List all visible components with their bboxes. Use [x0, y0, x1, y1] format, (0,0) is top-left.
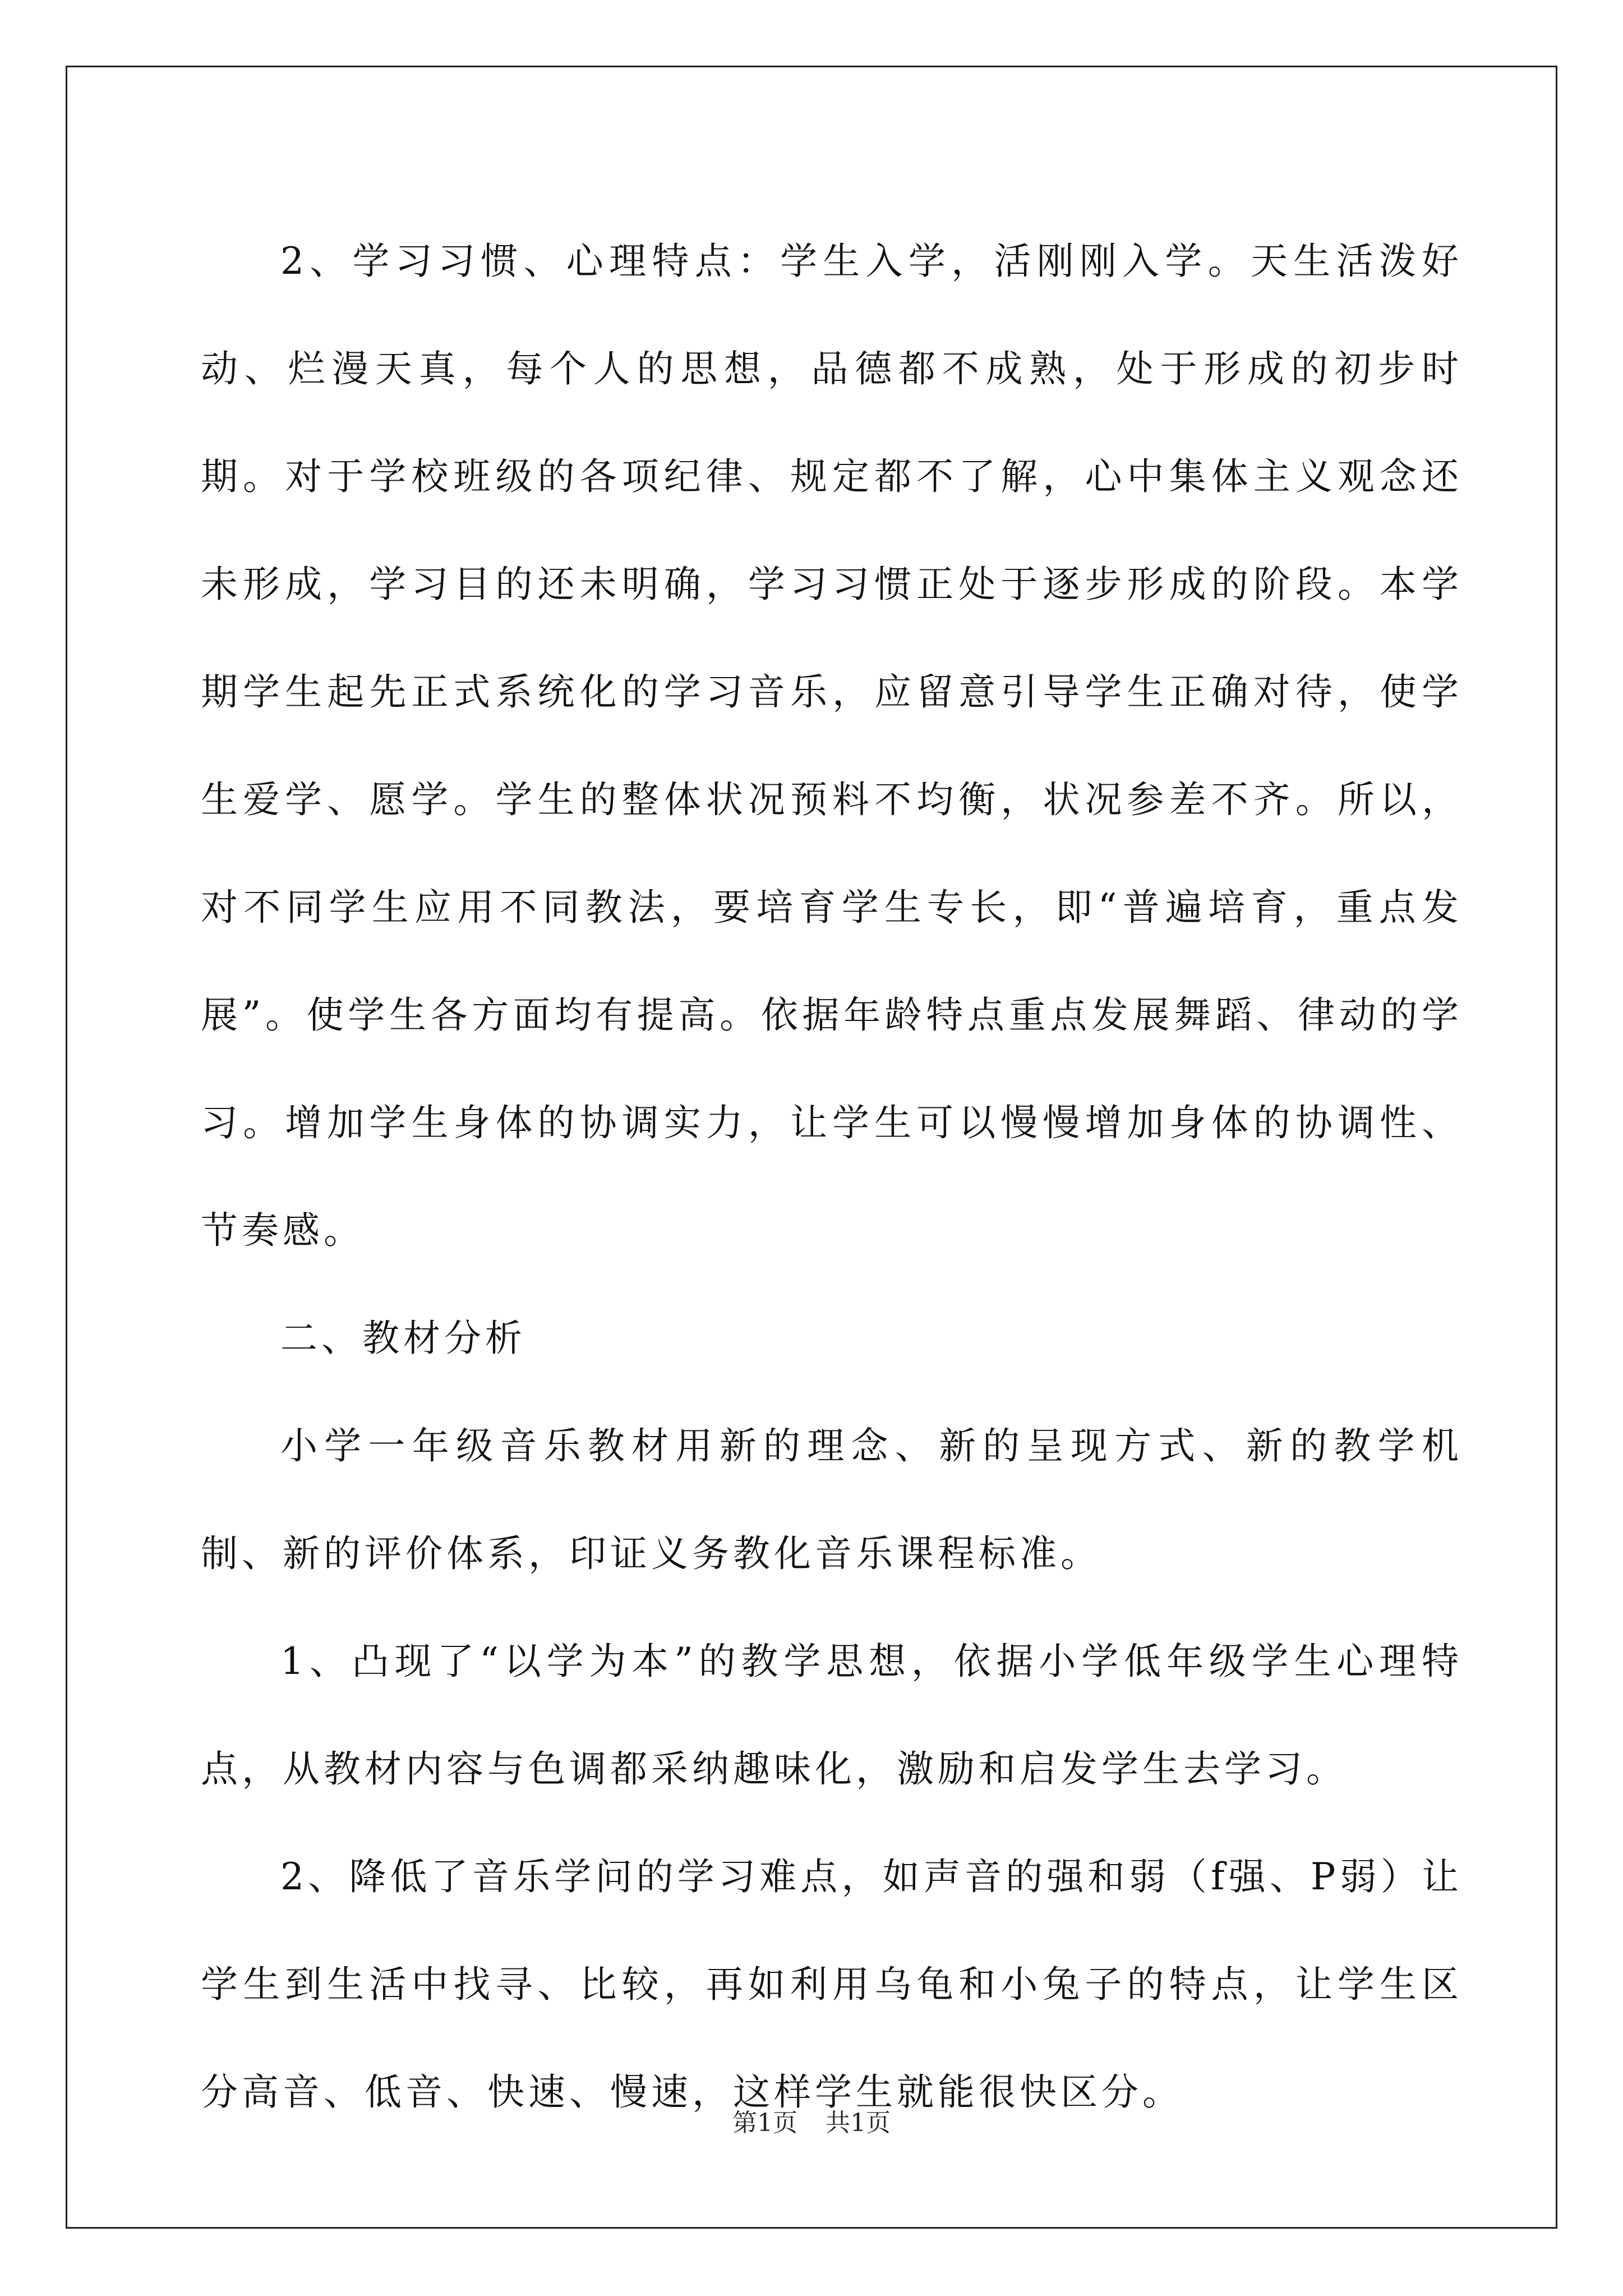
paragraph-learning-habits: 2、学习习惯、心理特点：学生入学，活刚刚入学。天生活泼好动、烂漫天真，每个人的思想，品德都不成熟，处于形成的初步时期。对于学校班级的各项纪律、规定都不了解，心中集体主义观念还未形成，学习目的还未明确，学习习惯正处于逐步形成的阶段。本学期学生起先正式系统化的学习音乐，应留意引导学生正确对待，使学生爱学、愿学。学生的整体状况预料不均衡，状况参差不齐。所以，对不同学生应用不同教法，要培育学生专长，即“普遍培育，重点发展”。使学生各方面均有提高。依据年龄特点重点发展舞蹈、律动的学习。增加学生身体的协调实力，让学生可以慢慢增加身体的协调性、节奏感。: [201, 240, 1463, 1252]
section-heading-textbook-analysis: 二、教材分析: [280, 1317, 526, 1360]
paragraph-point-2: 2、降低了音乐学问的学习难点，如声音的强和弱（f强、P弱）让学生到生活中找寻、比较，再如利用乌龟和小兔子的特点，让学生区分高音、低音、快速、慢速，这样学生就能很快区分。: [201, 1855, 1463, 2114]
paragraph-textbook-intro: 小学一年级音乐教材用新的理念、新的呈现方式、新的教学机制、新的评价体系，印证义务教化音乐课程标准。: [201, 1424, 1463, 1575]
page-total: 共1页: [826, 2109, 891, 2137]
paragraph-point-1: 1、凸现了“以学为本”的教学思想，依据小学低年级学生心理特点，从教材内容与色调都采纳趣味化，激励和启发学生去学习。: [201, 1640, 1463, 1791]
page-footer: [0, 2102, 1623, 2138]
document-body: [201, 208, 1463, 2146]
page-number: 第1页: [732, 2109, 797, 2137]
